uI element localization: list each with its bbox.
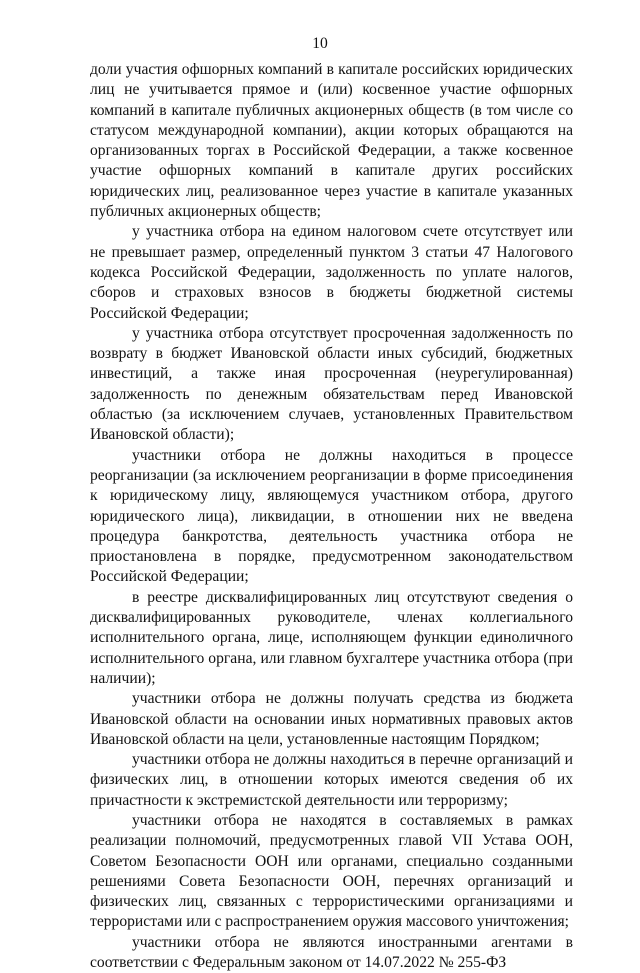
paragraph-un-sanctions: участники отбора не находятся в составляемых в рамках реализации полномочий, предусмотренных главой VII Устава ООН, Советом Безопасности ООН или органами, специально созданными решениями Совета Безопасности ООН, перечнях организаций и физических лиц, связанных с террористическими организациями и террористами или с распространением оружия массового уничтожения; — [90, 811, 573, 931]
document-body — [90, 60, 573, 973]
paragraph-foreign-agents: участники отбора не являются иностранными агентами в соответствии с Федеральным законом от 14.07.2022 № 255-ФЗ — [90, 933, 573, 972]
paragraph-disqualified-persons: в реестре дисквалифицированных лиц отсутствуют сведения о дисквалифицированных руководителе, членах коллегиального исполнительного органа, лице, исполняющем функции единоличного исполнительного органа, или главном бухгалтере участника отбора (при наличии); — [90, 588, 573, 687]
page-number: 10 — [312, 35, 328, 52]
paragraph-overdue-debt: у участника отбора отсутствует просроченная задолженность по возврату в бюджет Ивановской области иных субсидий, бюджетных инвестиций, а также иная просроченная (неурегулированная) задолженность по денежным обязательствам перед Ивановской областью (за исключением случаев, установленных Правительством Ивановской области); — [90, 324, 573, 444]
paragraph-reorganization: участники отбора не должны находиться в процессе реорганизации (за исключением реорганизации в форме присоединения к юридическому лицу, являющемуся участником отбора, другого юридического лица), ликвидации, в отношении них не введена процедура банкротства, деятельность участника отбора не приостановлена в порядке, предусмотренном законодательством Российской Федерации; — [90, 446, 573, 586]
paragraph-tax-debt: у участника отбора на едином налоговом счете отсутствует или не превышает размер, определенный пунктом 3 статьи 47 Налогового кодекса Российской Федерации, задолженность по уплате налогов, сборов и страховых взносов в бюджеты бюджетной системы Российской Федерации; — [90, 223, 573, 322]
paragraph-other-budget-funds: участники отбора не должны получать средства из бюджета Ивановской области на основании иных нормативных правовых актов Ивановской области на цели, установленные настоящим Порядком; — [90, 690, 573, 748]
paragraph-offshore-participation: доли участия офшорных компаний в капитале российских юридических лиц не учитывается прямое и (или) косвенное участие офшорных компаний в капитале публичных акционерных обществ (в том числе со статусом международной компании), акции которых обращаются на организованных торгах в Российской Федерации, а также косвенное участие офшорных компаний в капитале других российских юридических лиц, реализованное через участие в капитале указанных публичных акционерных обществ; — [90, 61, 573, 221]
paragraph-extremism-list: участники отбора не должны находиться в перечне организаций и физических лиц, в отношении которых имеются сведения об их причастности к экстремистской деятельности или терроризму; — [90, 751, 573, 809]
